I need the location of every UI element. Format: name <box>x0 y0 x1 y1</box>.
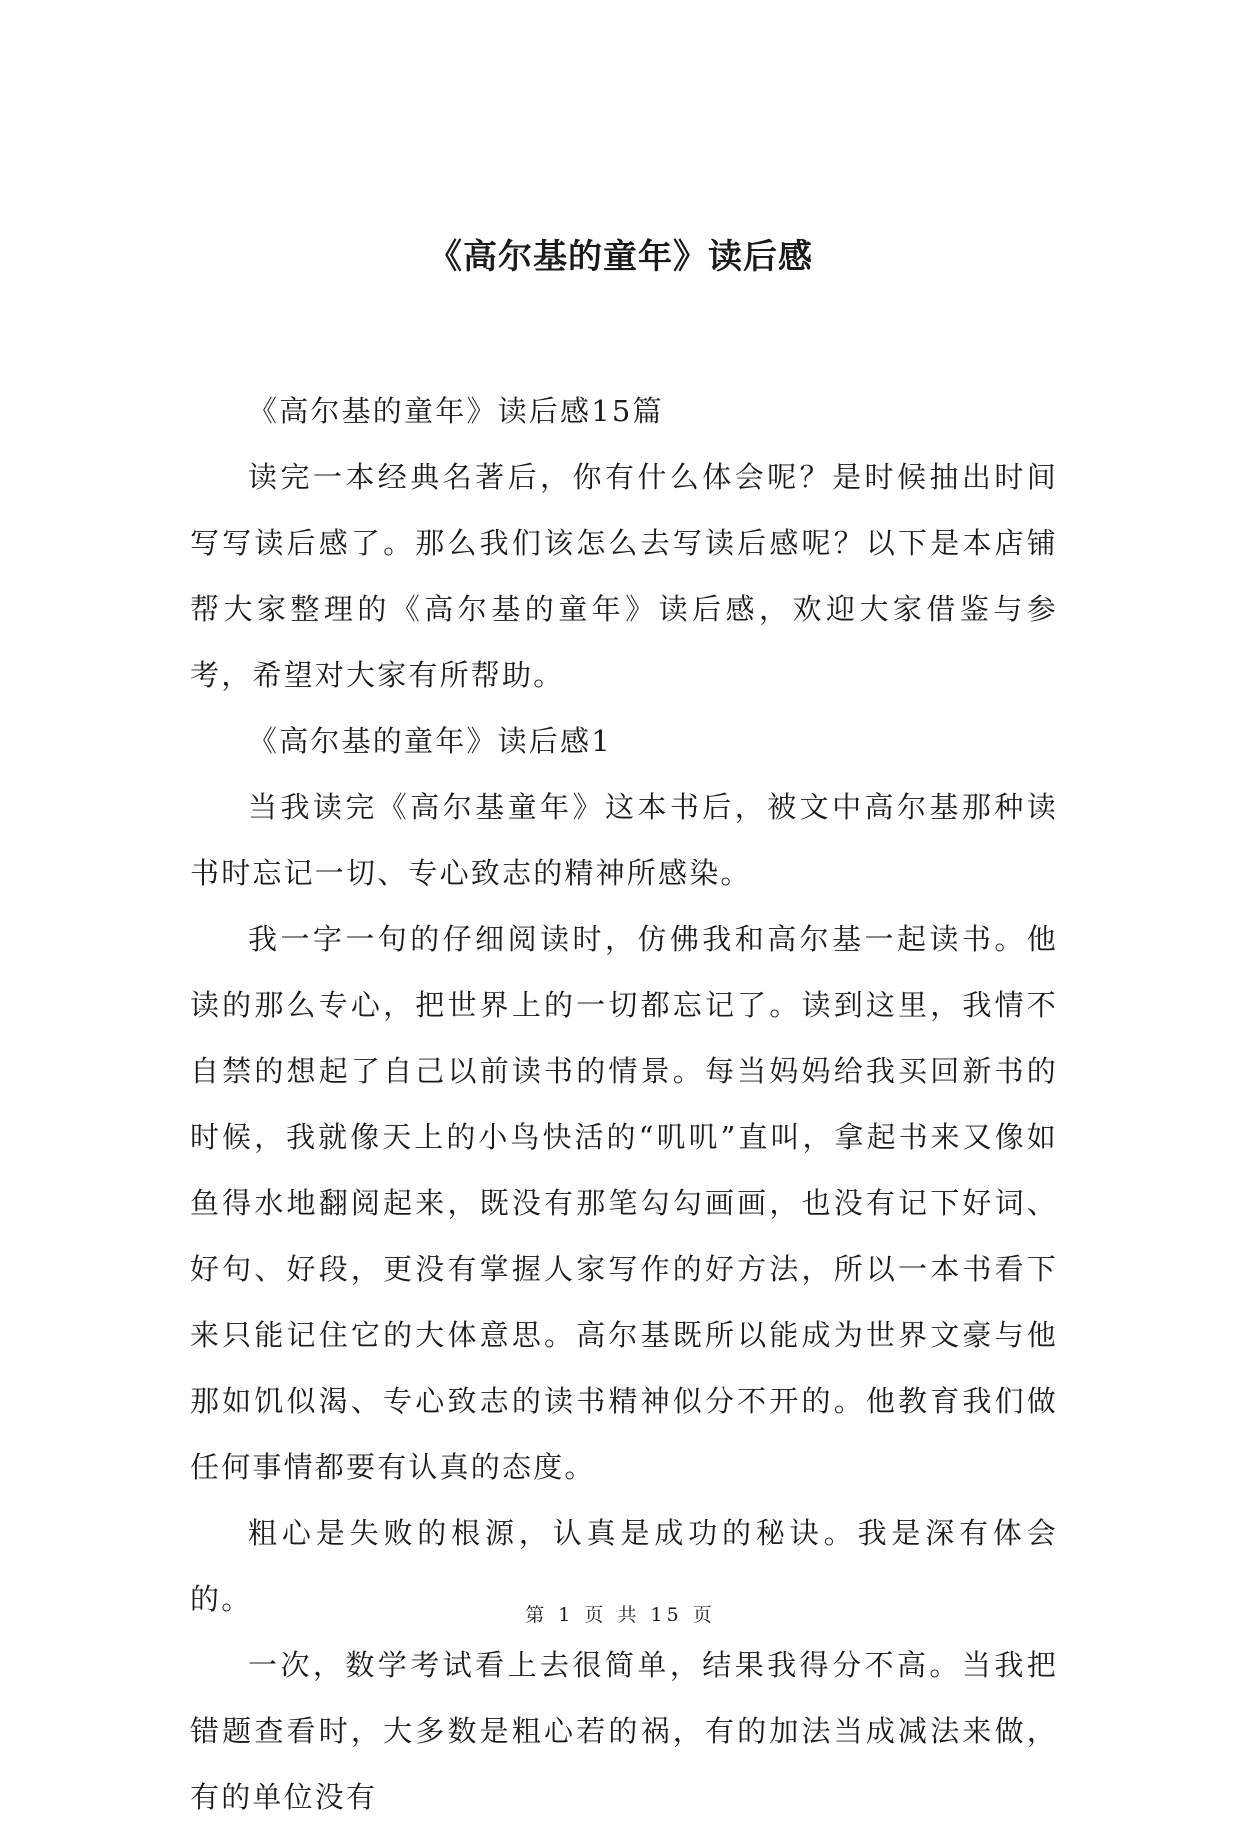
paragraph-intro: 读完一本经典名著后，你有什么体会呢？是时候抽出时间写写读后感了。那么我们该怎么去写读后感呢？以下是本店铺帮大家整理的《高尔基的童年》读后感，欢迎大家借鉴与参考，希望对大家有所帮助。 <box>190 460 1058 692</box>
paragraph: 一次，数学考试看上去很简单，结果我得分不高。当我把错题查看时，大多数是粗心若的祸，有的加法当成减法来做，有的单位没有 <box>190 1648 1058 1814</box>
paragraph-heading: 《高尔基的童年》读后感15篇 <box>248 394 664 428</box>
paragraph: 当我读完《高尔基童年》这本书后，被文中高尔基那种读书时忘记一切、专心致志的精神所感染。 <box>190 790 1058 890</box>
paragraph: 我一字一句的仔细阅读时，仿佛我和高尔基一起读书。他读的那么专心，把世界上的一切都忘记了。读到这里，我情不自禁的想起了自己以前读书的情景。每当妈妈给我买回新书的时候，我就像天上的小鸟快活的“叽叽”直叫，拿起书来又像如鱼得水地翻阅起来，既没有那笔勾勾画画，也没有记下好词、好句、好段，更没有掌握人家写作的好方法，所以一本书看下来只能记住它的大体意思。高尔基既所以能成为世界文豪与他那如饥似渴、专心致志的读书精神似分不开的。他教育我们做任何事情都要有认真的态度。 <box>190 922 1058 1484</box>
page-number-footer: 第 1 页 共 15 页 <box>525 1604 716 1626</box>
paragraph: 粗心是失败的根源，认真是成功的秘诀。我是深有体会的。 <box>190 1516 1058 1616</box>
paragraph-section-heading: 《高尔基的童年》读后感1 <box>248 724 612 758</box>
page-title: 《高尔基的童年》读后感 <box>428 237 813 277</box>
